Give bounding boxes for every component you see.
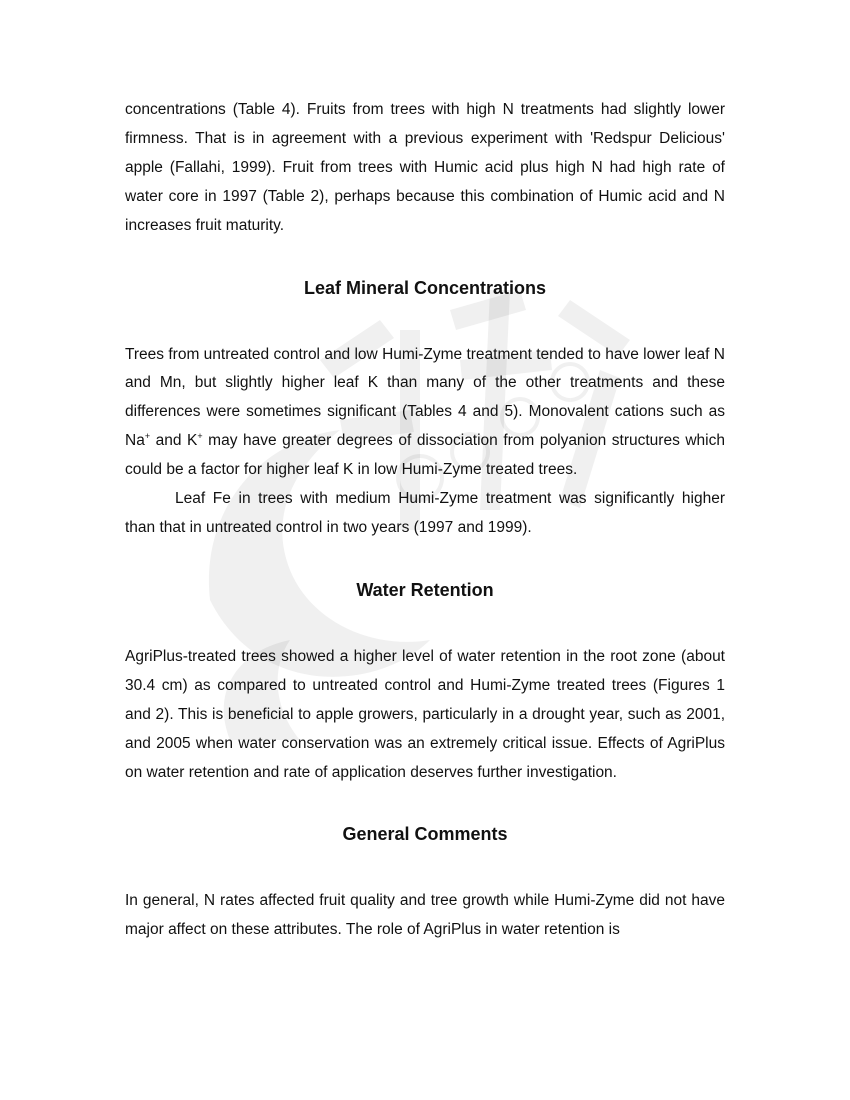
paragraph-leaf-minerals-part1: Trees from untreated control and low Humi-Zyme treatment tended to have lower leaf N and Mn, but slightly higher leaf K than many of the other treatments and these differences were sometimes significant (Tables 4 and 5). Monovalent cations such as Na (125, 345, 725, 450)
paragraph-leaf-minerals-part3: may have greater degrees of dissociation from polyanion structures which could be a factor for higher leaf K in low Humi-Zyme treated trees. (125, 432, 725, 479)
paragraph-leaf-fe: Leaf Fe in trees with medium Humi-Zyme treatment was significantly higher than that in untreated control in two years (1997 and 1999). (125, 490, 725, 536)
document-page (125, 96, 725, 945)
heading-general-comments: General Comments (342, 824, 508, 845)
heading-leaf-mineral-concentrations: Leaf Mineral Concentrations (303, 277, 547, 298)
paragraph-fruit-quality: concentrations (Table 4). Fruits from trees with high N treatments had slightly lower firmness. That is in agreement with a previous experiment with 'Redspur Delicious' apple (Fallahi, 1999). Fruit from trees with Humic acid plus high N had high rate of water core in 1997 (Table 2), perhaps because this combination of Humic acid and N increases fruit maturity. (125, 101, 725, 234)
paragraph-leaf-minerals (125, 341, 725, 486)
superscript-plus-k: + (197, 431, 203, 442)
paragraph-leaf-minerals-part2: and K (150, 432, 198, 450)
heading-water-retention: Water Retention (356, 579, 494, 600)
paragraph-water-retention: AgriPlus-treated trees showed a higher level of water retention in the root zone (about 30.4 cm) as compared to untreated control and Humi-Zyme treated trees (Figures 1 and 2). This is beneficial to apple growers, particularly in a drought year, such as 2001, and 2005 when water conservation was an extremely critical issue. Effects of AgriPlus on water retention and rate of application deserves further investigation. (125, 647, 725, 781)
paragraph-general-comments: In general, N rates affected fruit quality and tree growth while Humi-Zyme did not have major affect on these attributes. The role of AgriPlus in water retention is (125, 892, 725, 939)
superscript-plus-na: + (144, 431, 151, 442)
